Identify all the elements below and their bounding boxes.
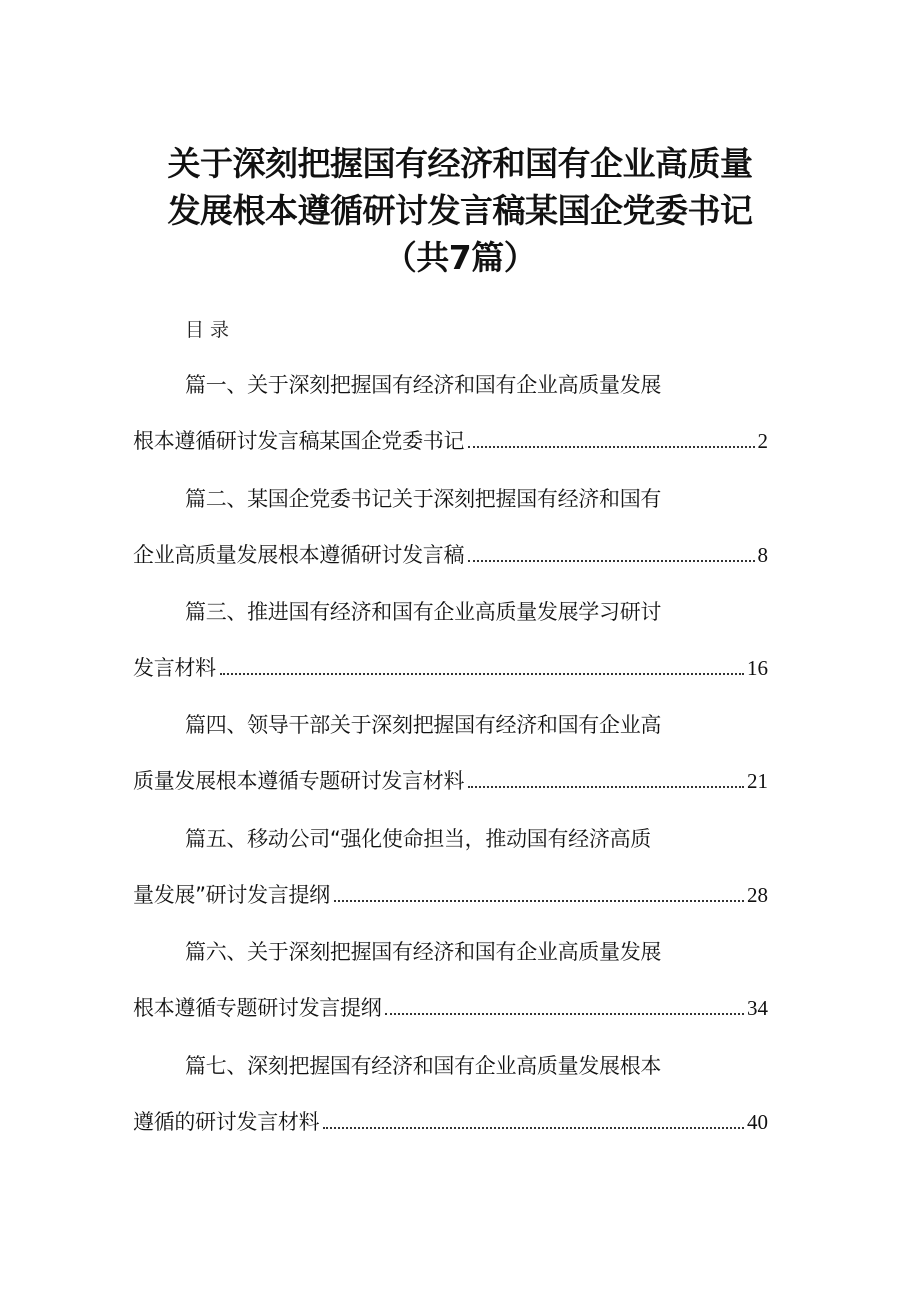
toc-page-number: 21 [747, 769, 768, 793]
toc-entry-title: 篇二、某国企党委书记关于深刻把握国有经济和国有 [185, 487, 662, 511]
toc-entry-title-continued: 质量发展根本遵循专题研讨发言材料 [133, 769, 465, 793]
toc-entry-title: 篇三、推进国有经济和国有企业高质量发展学习研讨 [185, 600, 662, 624]
toc-page-number: 28 [747, 883, 768, 907]
toc-entry-title: 篇六、关于深刻把握国有经济和国有企业高质量发展 [185, 940, 662, 964]
dot-leader [468, 445, 754, 448]
toc-entry-title-continued: 遵循的研讨发言材料 [133, 1110, 320, 1134]
toc-entry-title: 篇一、关于深刻把握国有经济和国有企业高质量发展 [185, 373, 662, 397]
document-title [0, 140, 920, 281]
toc-page-number: 2 [757, 429, 768, 453]
toc-entry-continuation [133, 426, 768, 456]
toc-entry-title: 篇七、深刻把握国有经济和国有企业高质量发展根本 [185, 1054, 662, 1078]
dot-leader [385, 1012, 744, 1015]
toc-entry-continuation [133, 766, 768, 796]
toc-entry-title-continued: 企业高质量发展根本遵循研讨发言稿 [133, 543, 465, 567]
toc-entry-title-continued: 发言材料 [133, 656, 216, 680]
toc-entry-continuation [133, 880, 768, 910]
toc-page-number: 16 [747, 656, 768, 680]
dot-leader [220, 672, 744, 675]
dot-leader [468, 559, 754, 562]
toc-entry-continuation [133, 1107, 768, 1137]
title-line-2: 发展根本遵循研讨发言稿某国企党委书记 [167, 191, 753, 230]
dot-leader [323, 1126, 744, 1129]
toc-entry-title-continued: 根本遵循研讨发言稿某国企党委书记 [133, 429, 465, 453]
toc-page-number: 8 [757, 543, 768, 567]
toc-heading: 目录 [185, 319, 236, 341]
toc-entry-title: 篇五、移动公司“强化使命担当，推动国有经济高质 [185, 827, 651, 851]
toc-entry-title-continued: 量发展”研讨发言提纲 [133, 883, 330, 907]
toc-entry-continuation [133, 653, 768, 683]
toc-page-number: 40 [747, 1110, 768, 1134]
dot-leader [334, 899, 744, 902]
toc-entry-title: 篇四、领导干部关于深刻把握国有经济和国有企业高 [185, 713, 662, 737]
title-line-1: 关于深刻把握国有经济和国有企业高质量 [167, 144, 753, 183]
dot-leader [468, 785, 744, 788]
toc-entry-continuation [133, 540, 768, 570]
toc-entry-title-continued: 根本遵循专题研讨发言提纲 [133, 996, 382, 1020]
title-line-3: （共7篇） [383, 238, 537, 277]
toc-page-number: 34 [747, 996, 768, 1020]
toc-entry-continuation [133, 993, 768, 1023]
